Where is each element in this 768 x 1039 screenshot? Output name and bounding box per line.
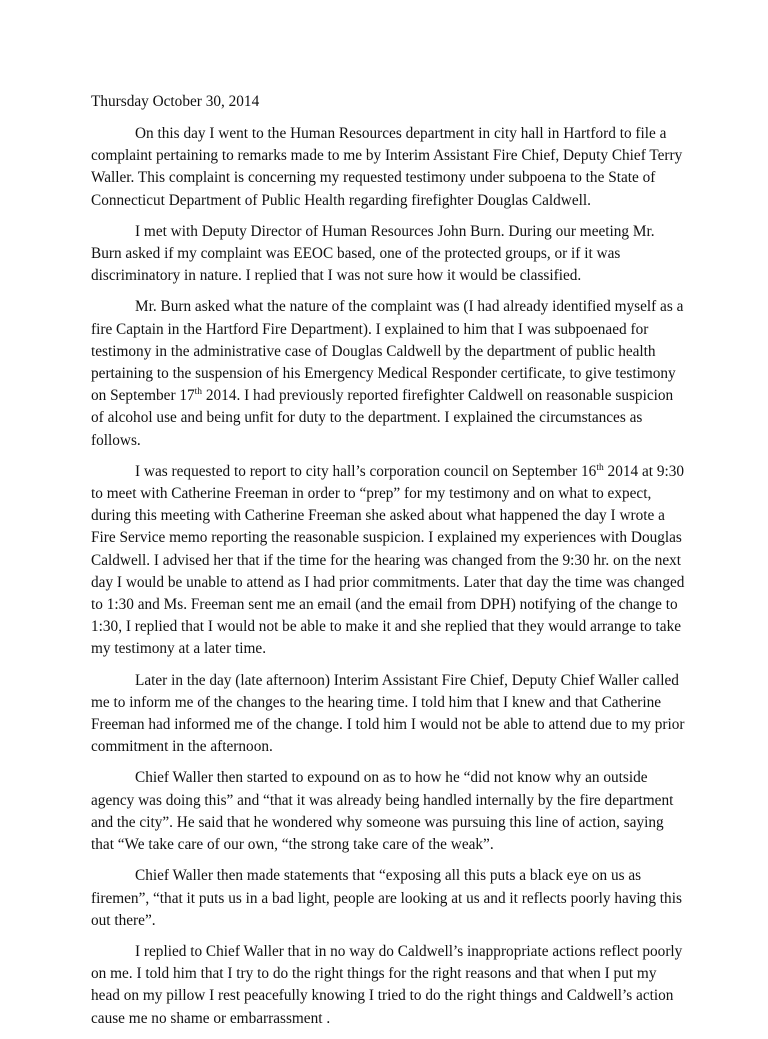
document-body [91,123,687,1039]
paragraph [91,941,687,1030]
paragraph-text: I was requested to report to city hall’s corporation council on September 16 [135,462,597,480]
ordinal-suffix: th [194,387,203,398]
paragraph-text: 2014. I had previously reported firefighter Caldwell on reasonable suspicion of alcohol use and being unfit for duty to the department. I explained the circumstances as follows. [91,387,674,449]
paragraph-text: Chief Waller then made statements that “exposing all this puts a black eye on us as firemen”, “that it puts us in a bad light, people are looking at us and it reflects poorly having this out there”. [91,867,682,929]
paragraph [91,670,687,759]
document-date: Thursday October 30, 2014 [91,93,260,110]
paragraph-text: I met with Deputy Director of Human Resources John Burn. During our meeting Mr. Burn asked if my complaint was EEOC based, one of the protected groups, or if it was discriminatory in nature. I replied that I was not sure how it would be classified. [91,222,655,285]
paragraph [91,296,687,451]
paragraph [91,123,687,212]
paragraph-text: I replied to Chief Waller that in no way do Caldwell’s inappropriate actions reflect poorly on me. I told him that I try to do the right things for the right reasons and that when I put my head on my pillow I rest peacefully knowing I tried to do the right things and Caldwell’s action cause me no shame or embarrassment . [91,942,683,1027]
paragraph-text: Mr. Burn asked what the nature of the complaint was (I had already identified myself as a fire Captain in the Hartford Fire Department). I explained to him that I was subpoenaed for testimony in the administrative case of Douglas Caldwell by the department of public health pertaining to the suspension of his Emergency Medical Responder certificate, to give testimony on September 17 [91,298,684,405]
paragraph-text: Later in the day (late afternoon) Interim Assistant Fire Chief, Deputy Chief Waller called me to inform me of the changes to the hearing time. I told him that I knew and that Catherine Freeman had informed me of the change. I told him I would not be able to attend due to my prior commitment in the afternoon. [91,671,685,756]
ordinal-suffix: th [596,462,604,473]
paragraph [91,767,687,856]
paragraph-text: Chief Waller then started to expound on as to how he “did not know why an outside agency was doing this” and “that it was already being handled internally by the fire department and the city”. He said that he wondered why someone was pursuing this line of action, saying that “We take care of our own, “the strong take care of the weak”. [91,769,674,854]
paragraph [91,221,687,288]
paragraph [91,461,687,661]
paragraph-text: On this day I went to the Human Resources department in city hall in Hartford to file a complaint pertaining to remarks made to me by Interim Assistant Fire Chief, Deputy Chief Terry Waller. This complaint is concerning my requested testimony under subpoena to the State of Connecticut Department of Public Health regarding firefighter Douglas Caldwell. [91,125,683,209]
paragraph-text: 2014 at 9:30 to meet with Catherine Freeman in order to “prep” for my testimony and on what to expect, during this meeting with Catherine Freeman she asked about what happened the day I wrote a Fire Service memo reporting the reasonable suspicion. I explained my experiences with Douglas Caldwell. I advised her that if the time for the hearing was changed from the 9:30 hr. on the next day I would be unable to attend as I had prior commitments. Later that day the time was changed to 1:30 and Ms. Freeman sent me an email (and the email from DPH) notifying of the change to 1:30, I replied that I would not be able to make it and she replied that they would arrange to take my testimony at a later time. [91,462,685,658]
paragraph [91,865,687,932]
